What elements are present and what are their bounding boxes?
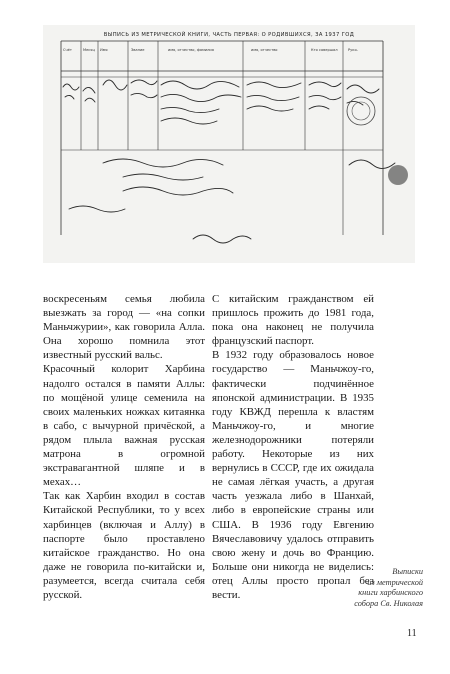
- paragraph: Так как Харбин входил в состав Китайской Республики, то у всех харбинцев (включая и Аллу) в паспорте было проставлено китайское гражданство. Но она даже не говорила по-китайски и, разумеется, всегда считала себя русской.: [43, 490, 205, 601]
- caption-line: из метрической: [367, 577, 423, 587]
- scan-header-text: ВЫПИСЬ ИЗ МЕТРИЧЕСКОЙ КНИГИ, ЧАСТЬ ПЕРВАЯ: О РОДИВШИХСЯ, ЗА 1937 ГОД: [103, 32, 355, 38]
- metric-book-scan: [43, 25, 415, 263]
- svg-text:имя, отчество, фамилия: имя, отчество, фамилия: [168, 48, 214, 52]
- svg-text:имя, отчество: имя, отчество: [251, 48, 278, 52]
- svg-text:Месяц: Месяц: [83, 48, 95, 52]
- caption-line: книги харбинского: [358, 588, 423, 598]
- image-caption: [331, 567, 423, 609]
- text-column-right: [212, 292, 374, 602]
- text-column-left: [43, 292, 205, 602]
- caption-line: Выписки: [392, 567, 423, 576]
- paragraph: С китайским гражданством ей пришлось прожить до 1981 года, пока она наконец не получила французский паспорт.: [212, 293, 374, 348]
- paragraph: Красочный колорит Харбина надолго остался в памяти Аллы: по мощёной улице семенила на своих маленьких ножках китаянка в сабо, с вычурной причёской, а рядом плыла важная русская матрона в огромной экстравагантной шляпе и в мехах…: [43, 363, 205, 489]
- paragraph: В 1932 году образовалось новое государство — Маньчжоу-го, фактически подчинённое японской администрации. В 1935 году КВЖД перешла к властям Маньчжоу-го, и многие железнодорожники потеряли работу. Некоторые из них вернулись в СССР, где их ожидала не самая лёгкая участь, а другая часть уезжала либо в Шанхай, либо в европейские страны или США. В 1936 году Евгению Вячеславовичу удалось отправить свою жену и дочь во Францию. Больше они никогда не виделись: отец Аллы просто пропал без вести.: [212, 349, 374, 601]
- svg-text:Звание: Звание: [131, 48, 145, 52]
- svg-text:Кто совершал: Кто совершал: [311, 48, 338, 52]
- caption-line: собора Св. Николая: [354, 598, 423, 608]
- svg-text:Имя: Имя: [100, 48, 108, 52]
- page-number: 11: [407, 628, 417, 639]
- paragraph: воскресеньям семья любила выезжать за город — «на сопки Маньчжурии», как говорила Алла. Она хорошо помнила этот известный русский вальс.: [43, 293, 205, 362]
- svg-text:Счёт: Счёт: [63, 48, 72, 52]
- svg-text:Руко-: Руко-: [348, 48, 358, 52]
